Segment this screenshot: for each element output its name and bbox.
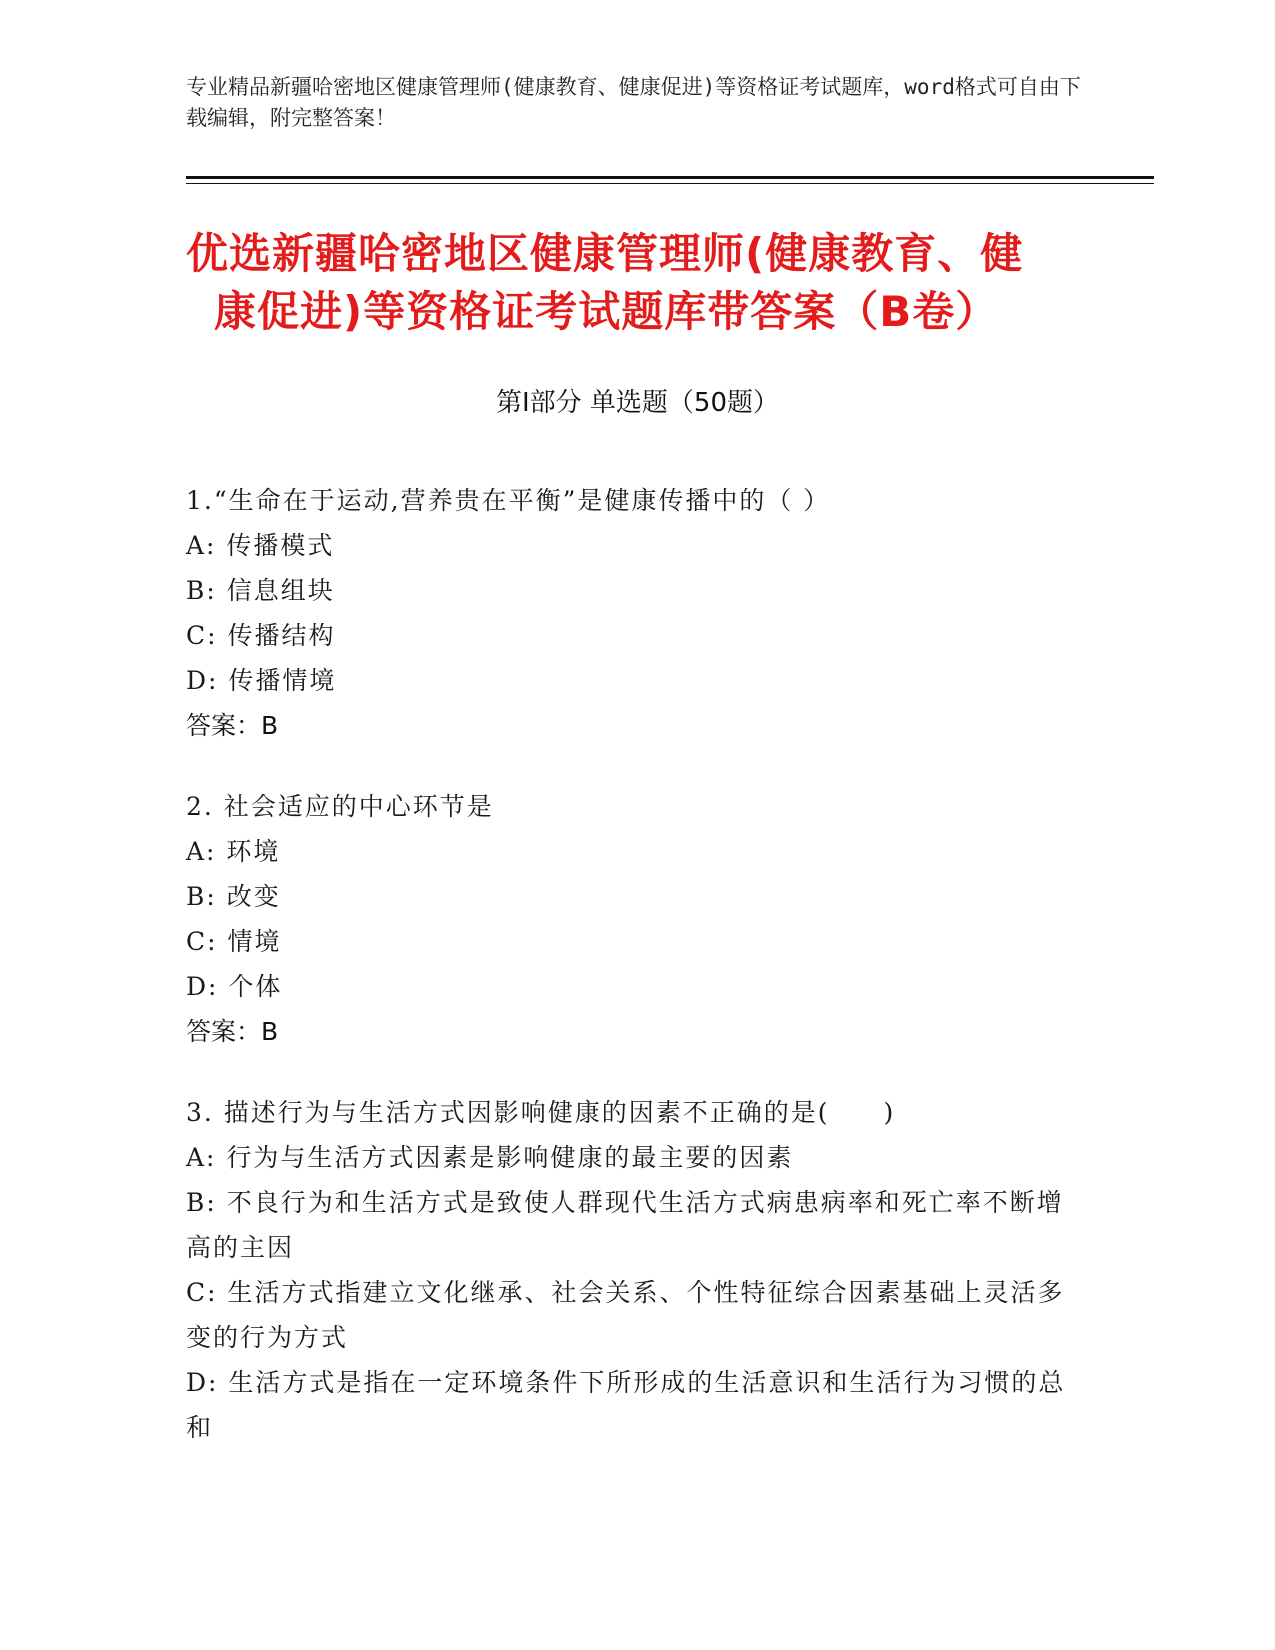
- question-stem: 2. 社会适应的中心环节是: [186, 792, 494, 821]
- option-a: A: 传播模式: [186, 531, 335, 560]
- option-d: D: 生活方式是指在一定环境条件下所形成的生活意识和生活行为习惯的总和: [186, 1368, 1066, 1442]
- option-a: A: 行为与生活方式因素是影响健康的最主要的因素: [186, 1143, 794, 1172]
- option-a: A: 环境: [186, 837, 281, 866]
- answer: 答案：B: [186, 711, 279, 740]
- option-b: B: 不良行为和生活方式是致使人群现代生活方式病患病率和死亡率不断增高的主因: [186, 1188, 1064, 1262]
- header-note: 专业精品新疆哈密地区健康管理师(健康教育、健康促进)等资格证考试题库，word格式可自由下载编辑，附完整答案！: [186, 75, 1081, 130]
- question-list: [186, 478, 1066, 1486]
- question-2: [186, 784, 1066, 1054]
- document-title-line-1: 优选新疆哈密地区健康管理师(健康教育、健: [186, 229, 1024, 278]
- option-c: C: 传播结构: [186, 621, 336, 650]
- question-1: [186, 478, 1066, 748]
- option-c: C: 情境: [186, 927, 282, 956]
- option-b: B: 信息组块: [186, 576, 335, 605]
- option-b: B: 改变: [186, 882, 281, 911]
- section-heading: 第Ⅰ部分 单选题（50题）: [495, 388, 780, 418]
- document-title-line-2: 康促进)等资格证考试题库带答案（B卷）: [214, 287, 999, 336]
- option-d: D: 传播情境: [186, 666, 337, 695]
- header-divider-thin: [186, 183, 1154, 184]
- answer: 答案：B: [186, 1017, 279, 1046]
- option-d: D: 个体: [186, 972, 283, 1001]
- question-3: [186, 1090, 1066, 1450]
- document-title: [186, 225, 1091, 341]
- option-c: C: 生活方式指建立文化继承、社会关系、个性特征综合因素基础上灵活多变的行为方式: [186, 1278, 1065, 1352]
- question-stem: 1.“生命在于运动,营养贵在平衡”是健康传播中的（ ）: [186, 486, 831, 515]
- question-stem: 3. 描述行为与生活方式因影响健康的因素不正确的是( ): [186, 1098, 896, 1127]
- header-divider-thick: [186, 176, 1154, 179]
